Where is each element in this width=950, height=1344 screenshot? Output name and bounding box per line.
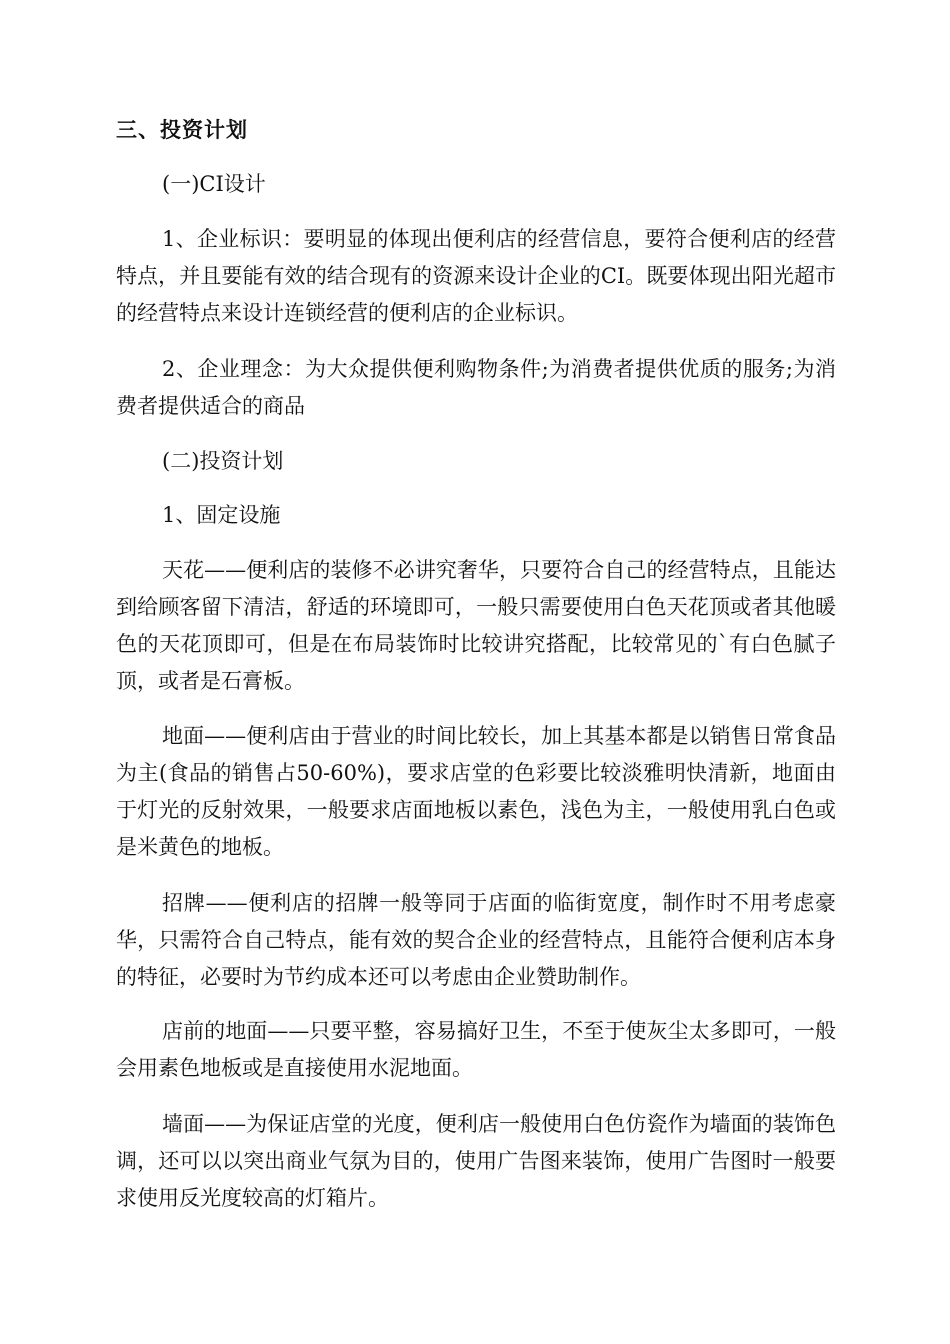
paragraph-walls: 墙面——为保证店堂的光度，便利店一般使用白色仿瓷作为墙面的装饰色调，还可以以突出商业气氛为目的，使用广告图来装饰，使用广告图时一般要求使用反光度较高的灯箱片。	[116, 1112, 836, 1210]
paragraph-floor: 地面——便利店由于营业的时间比较长，加上其基本都是以销售日常食品为主(食品的销售占50-60%)，要求店堂的色彩要比较淡雅明快清新，地面由于灯光的反射效果，一般要求店面地板以素色，浅色为主，一般使用乳白色或是米黄色的地板。	[116, 724, 836, 859]
paragraph-signboard: 招牌——便利店的招牌一般等同于店面的临街宽度，制作时不用考虑豪华，只需符合自己特点，能有效的契合企业的经营特点，且能符合便利店本身的特征，必要时为节约成本还可以考虑由企业赞助制作。	[116, 891, 836, 989]
paragraph-ceiling: 天花——便利店的装修不必讲究奢华，只要符合自己的经营特点，且能达到给顾客留下清洁，舒适的环境即可，一般只需要使用白色天花顶或者其他暖色的天花顶即可，但是在布局装饰时比较讲究搭配，比较常见的`有白色腻子顶，或者是石膏板。	[116, 558, 836, 693]
subsection-investment-plan: (二)投资计划	[162, 449, 284, 473]
paragraph-storefront-ground: 店前的地面——只要平整，容易搞好卫生，不至于使灰尘太多即可，一般会用素色地板或是直接使用水泥地面。	[116, 1019, 836, 1080]
item-fixed-facilities: 1、固定设施	[162, 503, 281, 527]
section-heading: 三、投资计划	[116, 118, 248, 142]
paragraph-corporate-identity: 1、企业标识：要明显的体现出便利店的经营信息，要符合便利店的经营特点，并且要能有效的结合现有的资源来设计企业的CI。既要体现出阳光超市的经营特点来设计连锁经营的便利店的企业标识。	[116, 227, 836, 325]
paragraph-corporate-philosophy: 2、企业理念：为大众提供便利购物条件;为消费者提供优质的服务;为消费者提供适合的商品	[116, 357, 836, 418]
subsection-ci-design: (一)CI设计	[162, 172, 266, 196]
